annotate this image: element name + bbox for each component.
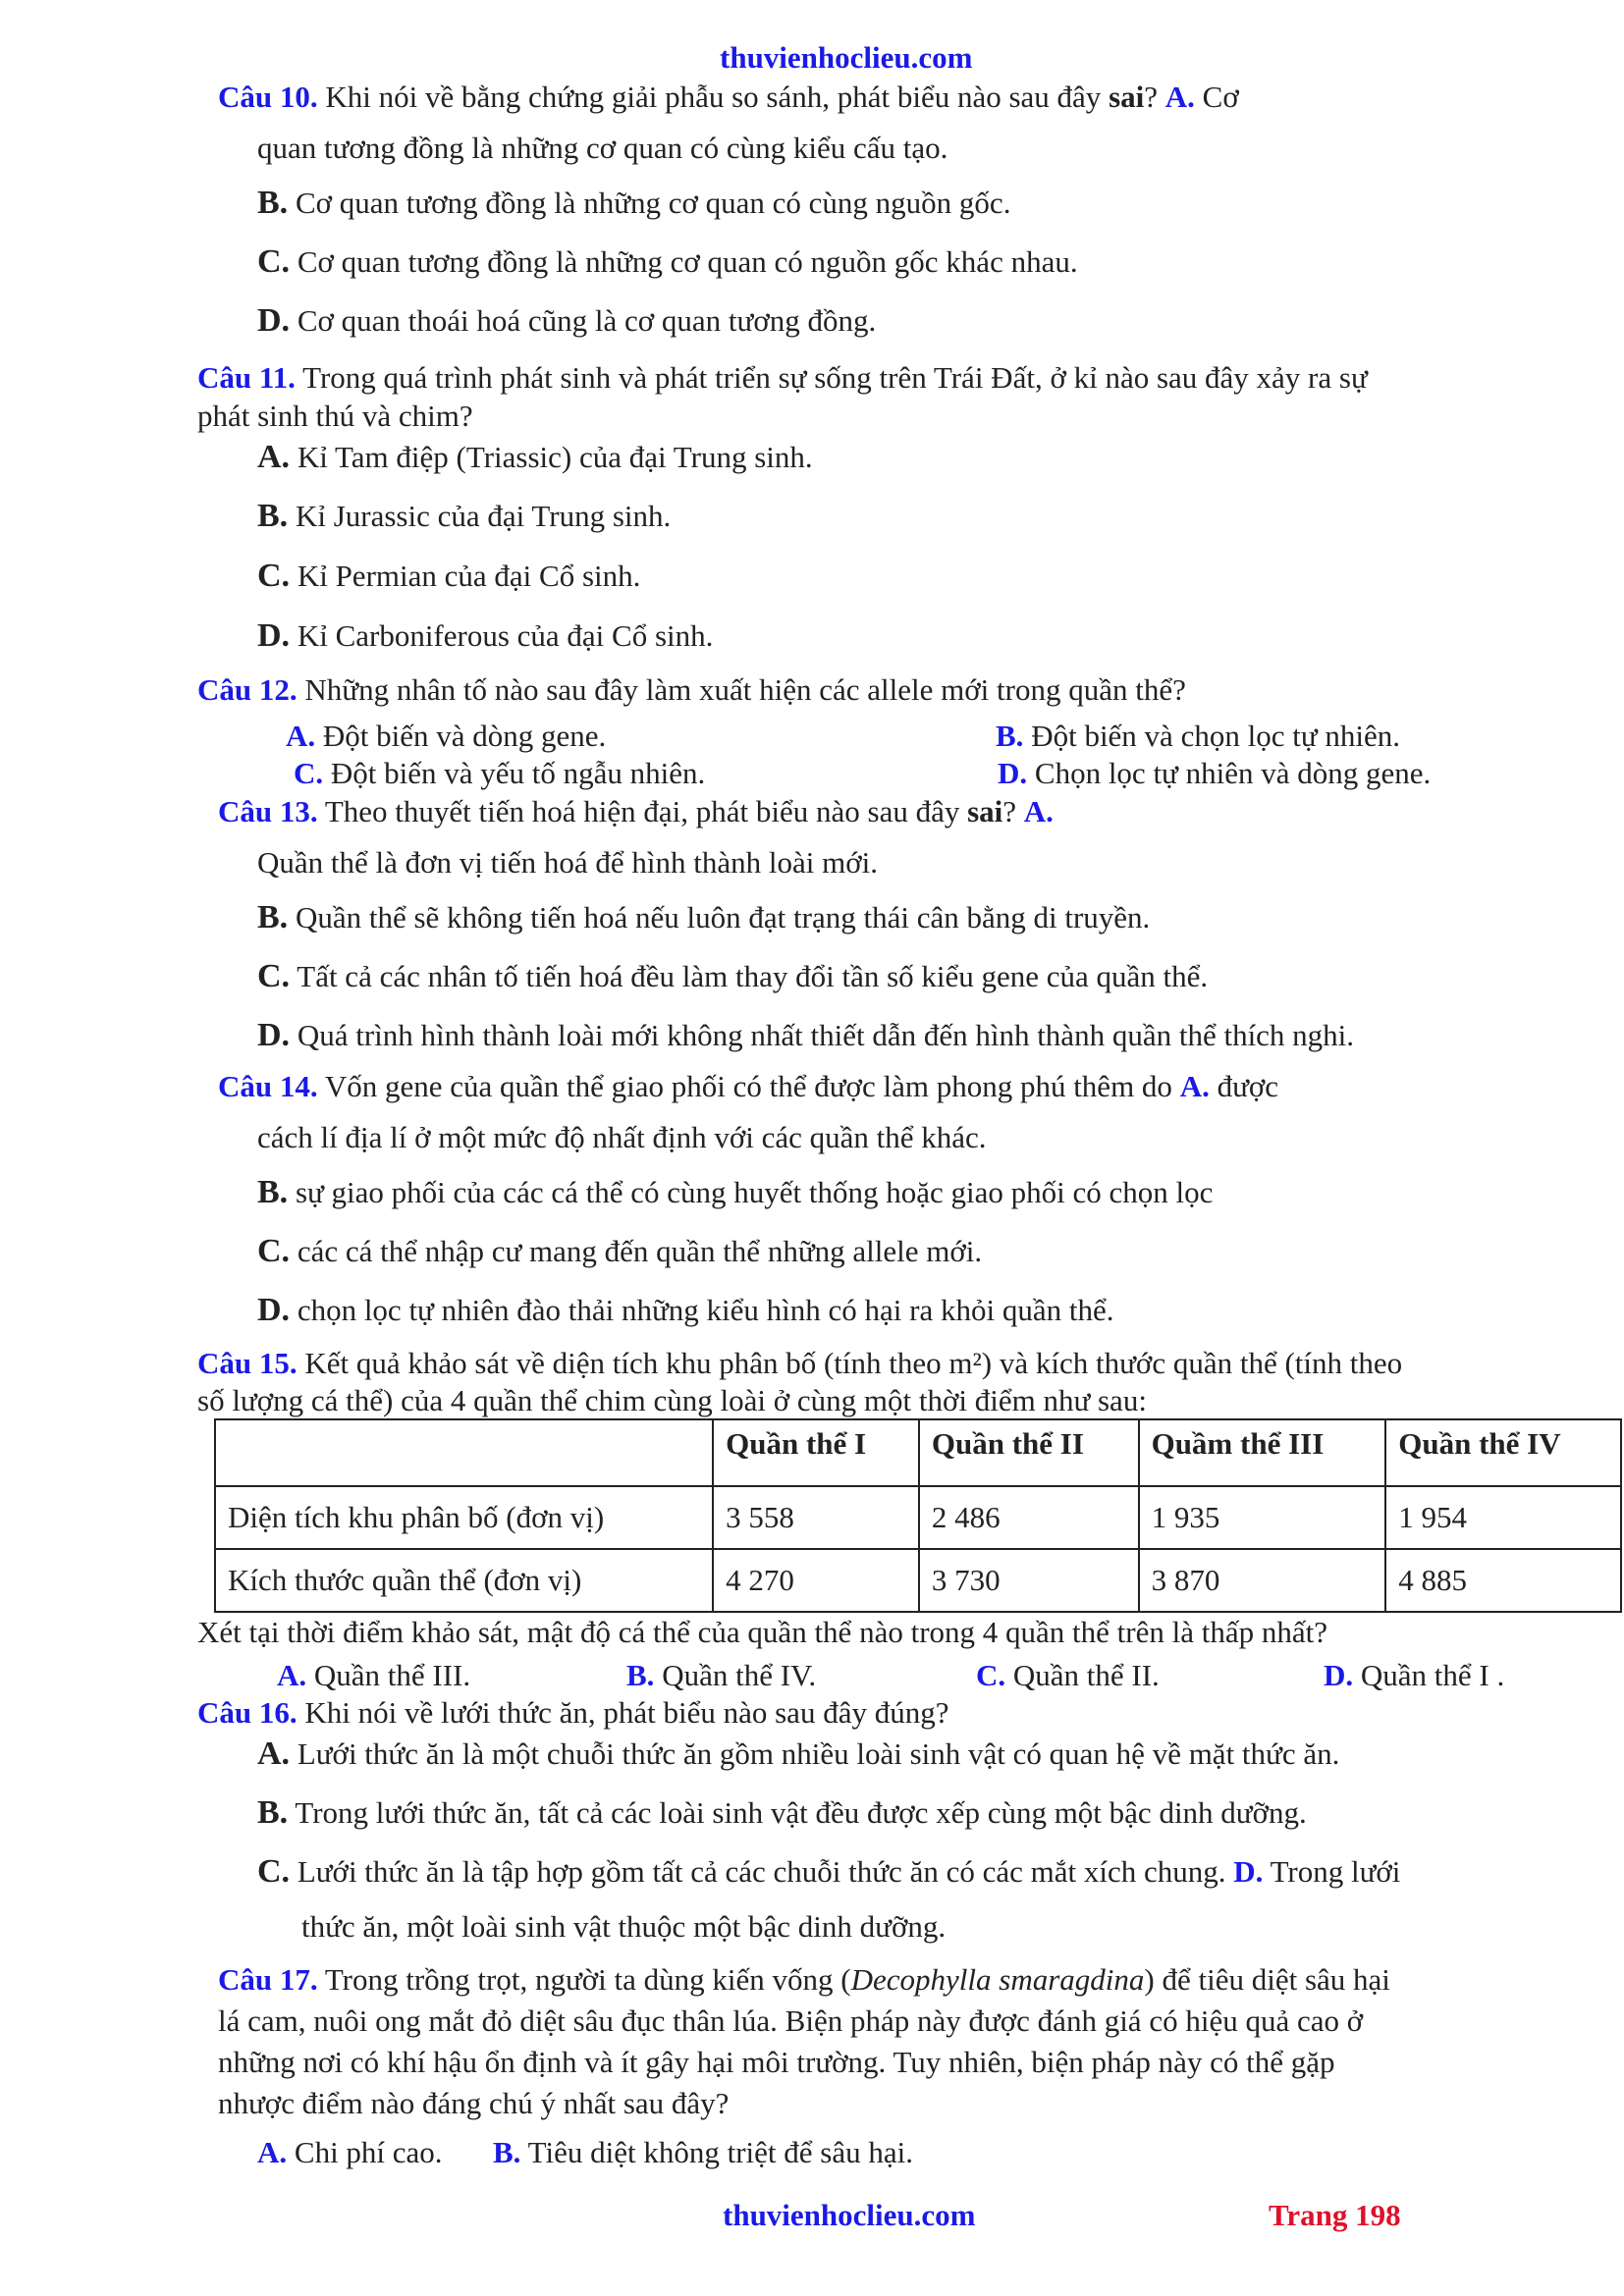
option-line [257,1794,1307,1832]
option-key: A. [277,1658,307,1692]
option-line [996,718,1400,755]
option-line [257,958,1208,995]
question-number: Câu 10. [218,80,318,114]
option-line [257,2134,443,2171]
option-text: Kỉ Carboniferous của đại Cổ sinh. [290,618,714,653]
option-line [257,1292,1113,1329]
option-key: A. [1179,1069,1210,1103]
option-text: Đột biến và dòng gene. [315,719,607,753]
option-line [1324,1657,1504,1694]
table-cell: 1 935 [1139,1486,1386,1549]
option-line [257,1017,1354,1054]
table-header-cell: Quần thể II [919,1419,1139,1486]
table-cell: 2 486 [919,1486,1139,1549]
q10-stem [218,79,1239,116]
q14-stem [218,1068,1278,1105]
option-key: A. [257,439,291,475]
option-key: B. [257,185,289,221]
question-stem: Trong quá trình phát sinh và phát triển sự sống trên Trái Đất, ở kỉ nào sau đây xảy ra sự [295,360,1368,395]
option-key: D. [1324,1658,1354,1692]
option-key: A. [257,2135,288,2169]
option-text: Cơ quan tương đồng là những cơ quan có nguồn gốc khác nhau. [290,244,1078,279]
option-text: Trong lưới thức ăn, tất cả các loài sinh vật đều được xếp cùng một bậc dinh dưỡng. [288,1795,1307,1830]
q17-stem-4 [218,2085,729,2122]
option-line [257,498,671,535]
option-line [257,1853,1400,1891]
question-stem: Vốn gene của quần thể giao phối có thể được làm phong phú thêm do [317,1069,1180,1103]
question-stem-bold: sai [1109,80,1145,114]
q17-stem-3 [218,2044,1334,2081]
footer-site: thuvienhoclieu.com [723,2198,976,2232]
table-cell: 3 870 [1139,1549,1386,1612]
option-key: D. [998,756,1028,790]
option-key: D. [257,302,291,339]
q15-stem-2 [197,1382,1147,1419]
option-line [257,1119,987,1156]
table-row [215,1486,1621,1549]
table-cell: 4 270 [713,1549,919,1612]
option-text: Lưới thức ăn là tập hợp gồm tất cả các chuỗi thức ăn có các mắt xích chung. [290,1854,1234,1889]
option-key: A. [1023,794,1054,828]
q12-stem [197,671,1186,709]
option-line [257,130,947,167]
option-text: Lưới thức ăn là một chuỗi thức ăn gồm nhiều loài sinh vật có quan hệ về mặt thức ăn. [290,1736,1340,1771]
option-text: Quần thể sẽ không tiến hoá nếu luôn đạt trạng thái cân bằng di truyền. [288,900,1151,934]
option-text: sự giao phối của các cá thể có cùng huyết thống hoặc giao phối có chọn lọc [288,1175,1214,1209]
option-key: B. [996,719,1024,753]
option-key: B. [257,1174,289,1210]
page-number: Trang 198 [1269,2198,1401,2232]
question-stem: Theo thuyết tiến hoá hiện đại, phát biểu nào sau đây [317,794,968,828]
option-text: Tiêu diệt không triệt để sâu hại. [520,2135,913,2169]
question-stem: Khi nói về bằng chứng giải phẫu so sánh, phát biểu nào sau đây [317,80,1110,114]
table-cell: Kích thước quần thể (đơn vị) [215,1549,713,1612]
option-text: Cơ quan tương đồng là những cơ quan có cùng nguồn gốc. [288,186,1011,220]
table-cell: 3 730 [919,1549,1139,1612]
question-number: Câu 16. [197,1695,298,1730]
option-key: C. [294,756,324,790]
question-stem: Kết quả khảo sát về diện tích khu phân bố (tính theo m²) và kích thước quần thể (tính theo [297,1346,1403,1380]
question-number: Câu 15. [197,1346,298,1380]
option-text: cách lí địa lí ở một mức độ nhất định với các quần thể khác. [257,1120,987,1154]
question-stem: nhược điểm nào đáng chú ý nhất sau đây? [218,2086,730,2120]
question-stem: số lượng cá thể) của 4 quần thể chim cùng loài ở cùng một thời điểm như sau: [197,1383,1147,1417]
option-line [257,558,640,595]
question-number: Câu 14. [218,1069,318,1103]
option-line [626,1657,816,1694]
option-key: B. [626,1658,655,1692]
option-text: các cá thể nhập cư mang đến quần thể những allele mới. [290,1234,983,1268]
option-line [257,1735,1339,1773]
q13-stem [218,793,1054,830]
option-line [301,1908,946,1946]
question-stem: lá cam, nuôi ong mắt đỏ diệt sâu đục thân lúa. Biện pháp này được đánh giá có hiệu quả cao ở [218,2003,1364,2038]
q16-stem [197,1694,948,1732]
option-key: D. [1233,1854,1264,1889]
question-stem: Khi nói về lưới thức ăn, phát biểu nào sau đây đúng? [297,1695,949,1730]
option-line [257,899,1150,936]
option-line [294,755,705,792]
option-text: Quần thể là đơn vị tiến hoá để hình thành loài mới. [257,845,878,880]
option-text: Chọn lọc tự nhiên và dòng gene. [1027,756,1432,790]
species-name: Decophylla smaragdina [850,1962,1145,1997]
population-table [214,1418,1622,1613]
question-stem: Trong trồng trọt, người ta dùng kiến vống ( [317,1962,851,1997]
option-text: Trong lưới [1263,1854,1401,1889]
table-cell: 1 954 [1385,1486,1621,1549]
option-key: D. [257,1017,291,1053]
option-line [286,718,606,755]
option-key: C. [257,1233,291,1269]
table-cell: Diện tích khu phân bố (đơn vị) [215,1486,713,1549]
option-key: C. [257,243,291,280]
option-line [493,2134,913,2171]
option-key: D. [257,1292,291,1328]
option-text: thức ăn, một loài sinh vật thuộc một bậc dinh dưỡng. [301,1909,947,1944]
option-line [277,1657,470,1694]
q11-stem-2 [197,398,473,435]
option-line [257,243,1078,281]
question-stem: ? [1144,80,1165,114]
table-header-cell: Quần thể I [713,1419,919,1486]
question-stem: Những nhân tố nào sau đây làm xuất hiện các allele mới trong quần thể? [297,672,1186,707]
table-header-cell: Quầm thể III [1139,1419,1386,1486]
q17-stem-2 [218,2002,1363,2040]
option-key: C. [976,1658,1006,1692]
table-cell: 3 558 [713,1486,919,1549]
option-text: Chi phí cao. [287,2135,443,2169]
question-stem: Xét tại thời điểm khảo sát, mật độ cá thể của quần thể nào trong 4 quần thể trên là thấp nhất? [197,1615,1327,1649]
option-key: B. [257,899,289,935]
option-line [257,1174,1213,1211]
question-stem: ) để tiêu diệt sâu hại [1144,1962,1390,1997]
option-text: Kỉ Jurassic của đại Trung sinh. [288,499,672,533]
option-line [257,1233,982,1270]
option-text: quan tương đồng là những cơ quan có cùng kiểu cấu tạo. [257,131,948,165]
option-line [257,617,713,655]
option-text: Đột biến và yếu tố ngẫu nhiên. [323,756,706,790]
option-key: A. [1164,80,1195,114]
table-row [215,1549,1621,1612]
option-text: Cơ [1194,80,1239,114]
q11-stem [197,359,1368,397]
option-text: Kỉ Permian của đại Cổ sinh. [290,559,641,593]
option-text: Đột biến và chọn lọc tự nhiên. [1023,719,1400,753]
option-text: được [1209,1069,1279,1103]
option-line [257,439,813,476]
option-text: Quần thể IV. [654,1658,817,1692]
question-number: Câu 17. [218,1962,318,1997]
option-line [257,185,1010,222]
question-stem: ? [1002,794,1024,828]
option-text: chọn lọc tự nhiên đào thải những kiểu hình có hại ra khỏi quần thể. [290,1293,1114,1327]
option-key: A. [257,1735,291,1772]
option-text: Quần thể II. [1005,1658,1160,1692]
option-line [257,302,876,340]
option-key: C. [257,958,291,994]
option-line [976,1657,1160,1694]
table-cell: 4 885 [1385,1549,1621,1612]
option-key: D. [257,617,291,654]
option-key: C. [257,558,291,594]
table-header-cell: Quần thể IV [1385,1419,1621,1486]
option-key: B. [257,1794,289,1831]
option-line [257,844,878,881]
option-key: A. [286,719,316,753]
option-text: Kỉ Tam điệp (Triassic) của đại Trung sinh. [290,440,813,474]
header-site: thuvienhoclieu.com [720,40,973,75]
question-number: Câu 13. [218,794,318,828]
option-text: Quần thể III. [306,1658,471,1692]
question-stem: những nơi có khí hậu ổn định và ít gây hại môi trường. Tuy nhiên, biện pháp này có thể gặp [218,2045,1335,2079]
option-text: Quá trình hình thành loài mới không nhất thiết dẫn đến hình thành quần thể thích nghi. [290,1018,1355,1052]
table-header-cell [215,1419,713,1486]
option-key: B. [257,498,289,534]
option-key: B. [493,2135,521,2169]
q17-stem [218,1961,1390,1999]
q15-stem [197,1345,1402,1382]
option-text: Cơ quan thoái hoá cũng là cơ quan tương đồng. [290,303,877,338]
table-header-row [215,1419,1621,1486]
question-number: Câu 11. [197,360,296,395]
option-text: Quần thể I . [1353,1658,1505,1692]
question-number: Câu 12. [197,672,298,707]
option-key: C. [257,1853,291,1890]
option-line [998,755,1431,792]
q15-question [197,1614,1327,1651]
option-text: Tất cả các nhân tố tiến hoá đều làm thay đổi tần số kiểu gene của quần thể. [290,959,1209,993]
question-stem: phát sinh thú và chim? [197,399,473,433]
question-stem-bold: sai [967,794,1003,828]
